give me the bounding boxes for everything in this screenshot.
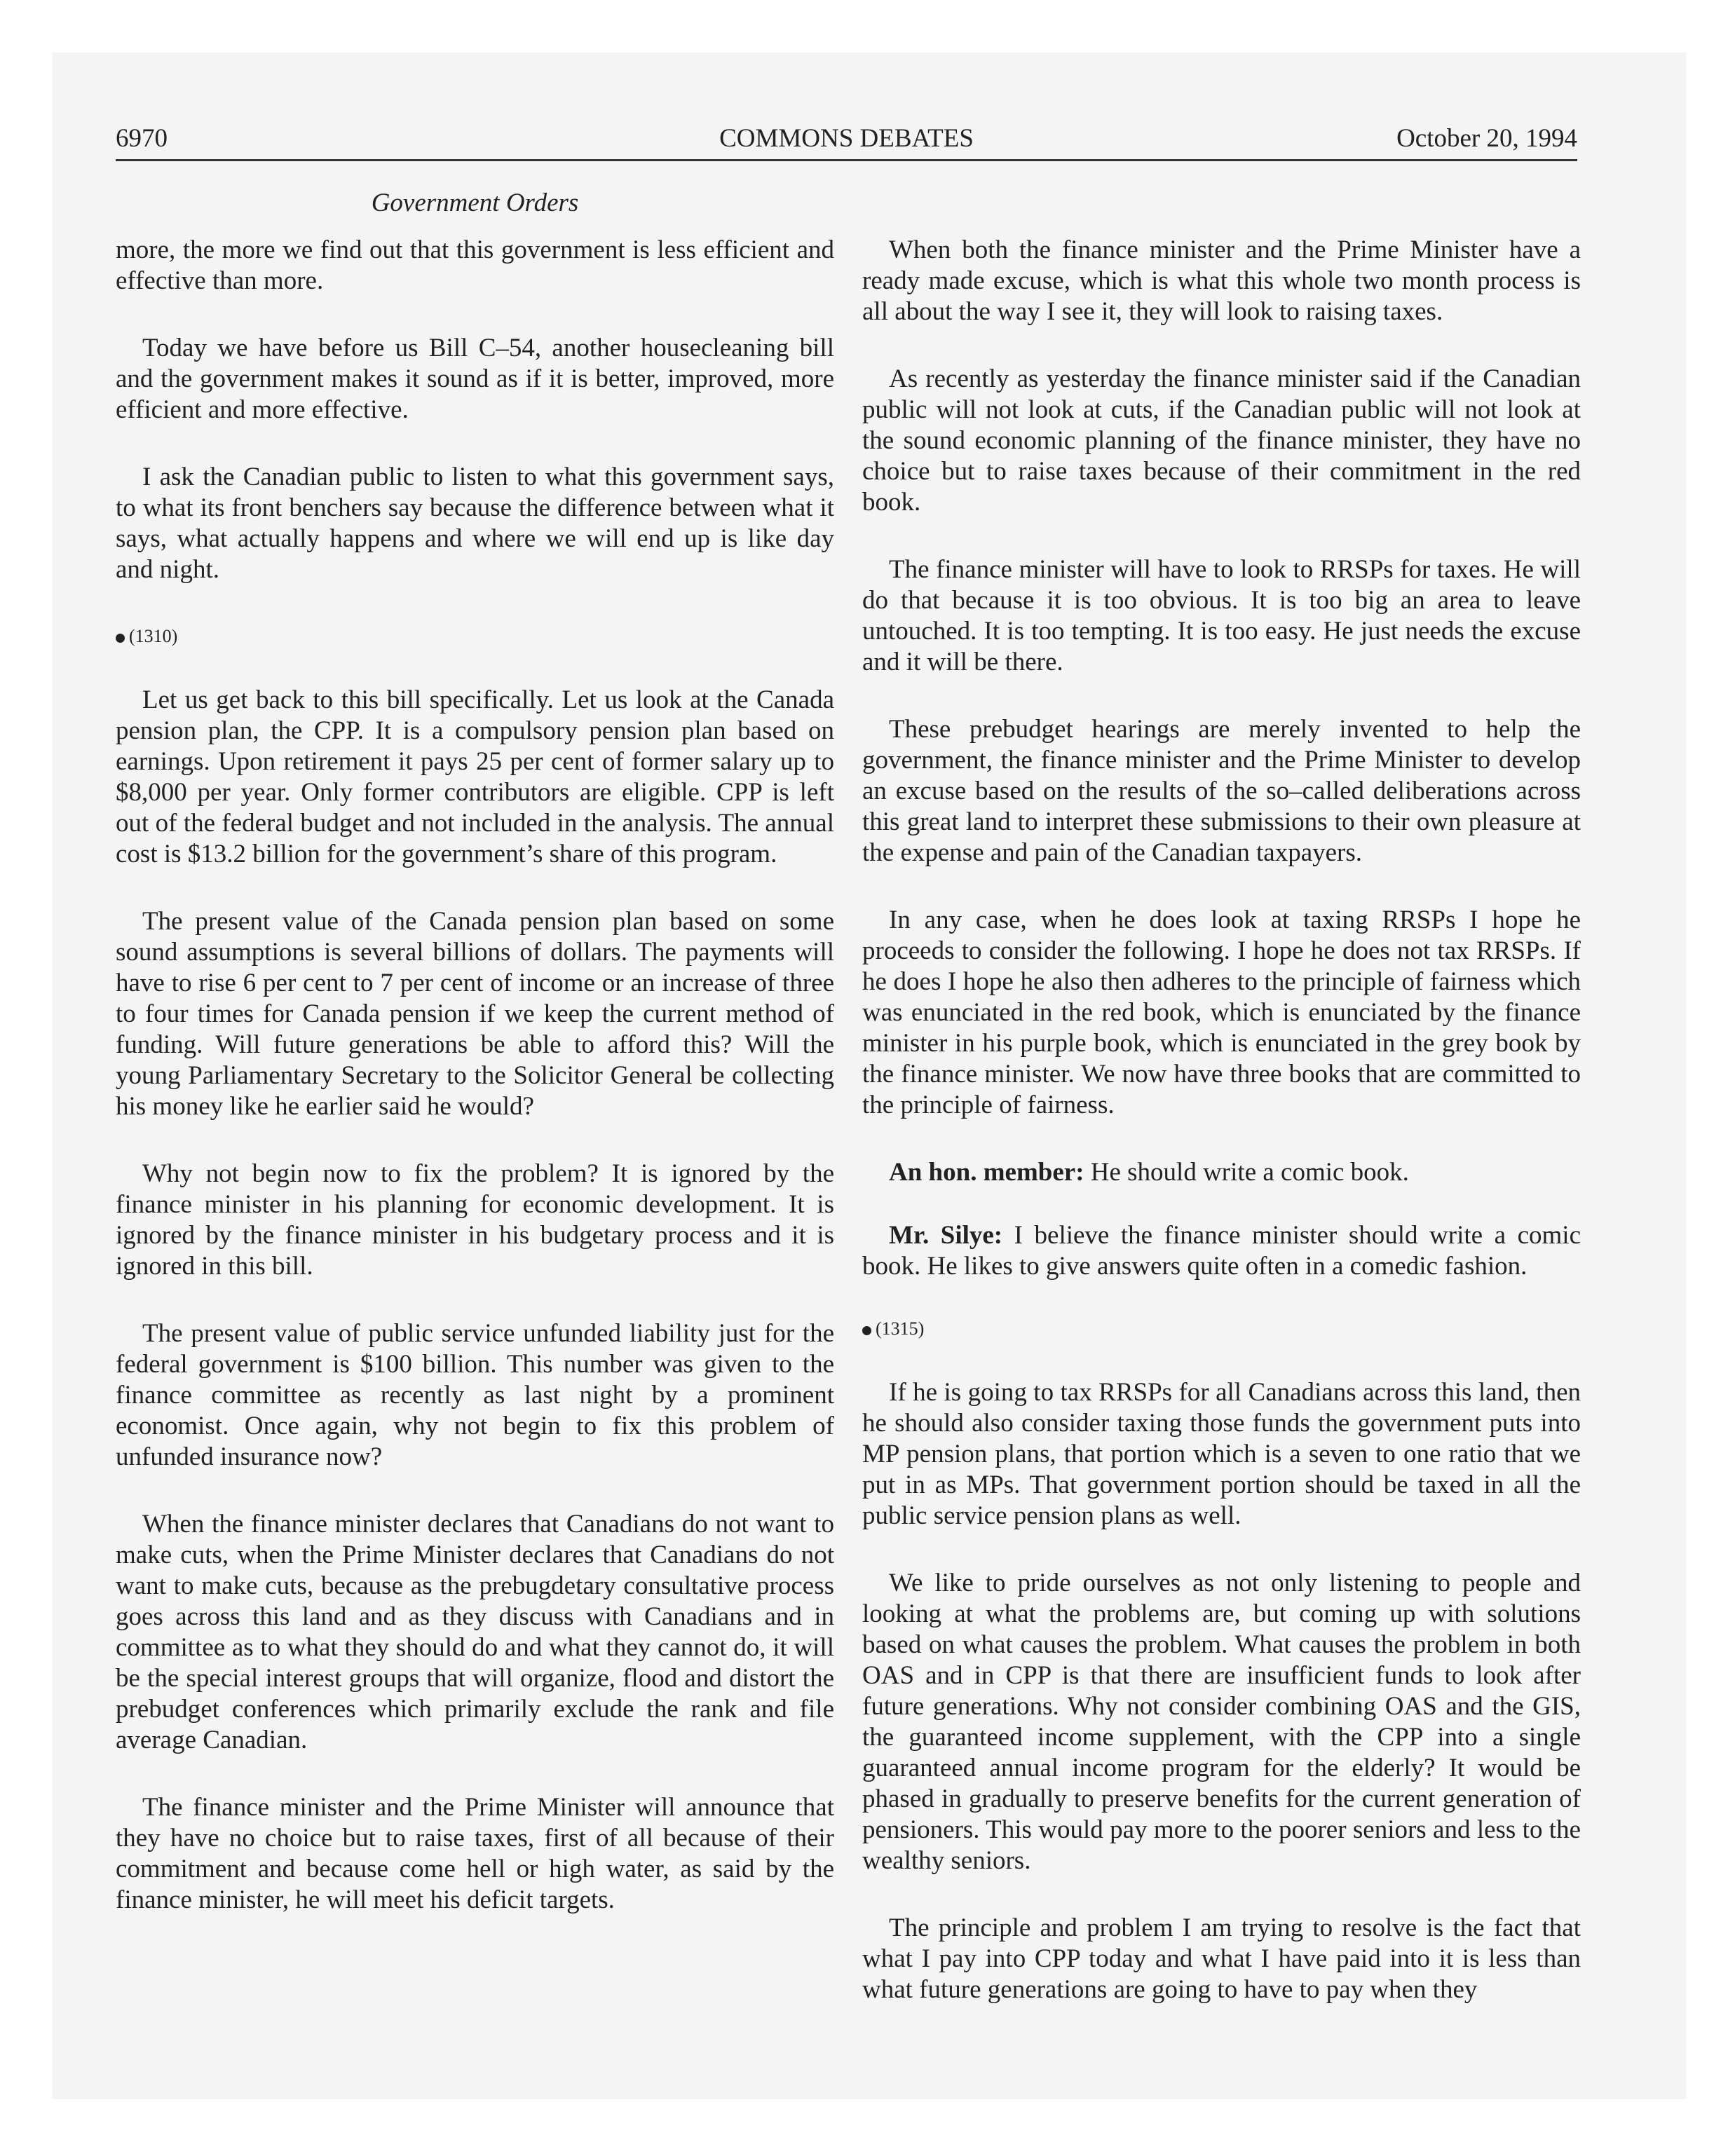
paragraph: When the finance minister declares that Canadians do not want to make cuts, when the Prime Minister declares that Canadians do not want to make cuts, because as the prebugdetary consultative process goes across this land and as they discuss with Canadians and in committee as to what they should do and what they cannot do, it will be the special interest groups that will organize, flood and distort the prebudget conferences which primarily exclude the rank and file average Canadian.: [116, 1510, 834, 1754]
paragraph: more, the more we find out that this government is less efficient and effective than more.: [116, 236, 834, 295]
speech-entry: [862, 1220, 1581, 1282]
speech-text: I believe the finance minister should write a comic book. He likes to give answers quite often in a comedic fashion.: [862, 1221, 1581, 1281]
bullet-icon: [116, 634, 125, 643]
paragraph: In any case, when he does look at taxing RRSPs I hope he proceeds to consider the following. I hope he does not tax RRSPs. If he does I hope he also then adheres to the principle of fairness which was enunciated in the red book, which is enunciated by the finance minister in his purple book, which is enunciated in the grey book by the finance minister. We now have three books that are committed to the principle of fairness.: [862, 906, 1581, 1119]
paragraph: I ask the Canadian public to listen to what this government says, to what its front benchers say because the difference between what it says, what actually happens and where we will end up is like day and night.: [116, 463, 834, 584]
paragraph: If he is going to tax RRSPs for all Canadians across this land, then he should also consider taxing those funds the government puts into MP pension plans, that portion which is a seven to one ratio that we put in as MPs. That government portion should be taxed in all the public service pension plans as well.: [862, 1378, 1581, 1530]
paragraph: Today we have before us Bill C–54, another housecleaning bill and the government makes it sound as if it is better, improved, more efficient and more effective.: [116, 334, 834, 424]
paragraph: The present value of the Canada pension plan based on some sound assumptions is several billions of dollars. The payments will have to rise 6 per cent to 7 per cent of income or an increase of three to four times for Canada pension if we keep the current method of funding. Will future generations be able to afford this? Will the young Parliamentary Secretary to the Solicitor General be collecting his money like he earlier said he would?: [116, 907, 834, 1121]
timestamp-text: (1310): [129, 626, 178, 646]
page-number: 6970: [116, 124, 168, 153]
speaker-name: An hon. member:: [889, 1158, 1084, 1187]
speech-entry: [862, 1157, 1581, 1188]
publication-title: COMMONS DEBATES: [719, 124, 974, 153]
publication-date: October 20, 1994: [1396, 124, 1577, 153]
paragraph: Why not begin now to fix the problem? It is ignored by the finance minister in his planning for economic development. It is ignored by the finance minister in his budgetary process and it is ignored in this bill.: [116, 1159, 834, 1281]
paragraph: The principle and problem I am trying to resolve is the fact that what I pay into CPP today and what I have paid into it is less than what future generations are going to have to pay when they: [862, 1913, 1581, 2004]
paragraph: The finance minister and the Prime Minister will announce that they have no choice but to raise taxes, first of all because of their commitment and because come hell or high water, as said by the finance minister, he will meet his deficit targets.: [116, 1793, 834, 1914]
timestamp-marker: [862, 1314, 1581, 1339]
right-column: [862, 235, 1581, 2042]
speech-text: He should write a comic book.: [1084, 1158, 1409, 1187]
paragraph: Let us get back to this bill specifically. Let us look at the Canada pension plan, the CPP. It is a compulsory pension plan based on earnings. Upon retirement it pays 25 per cent of former salary up to $8,000 per year. Only former contributors are eligible. CPP is left out of the federal budget and not included in the analysis. The annual cost is $13.2 billion for the government’s share of this program.: [116, 685, 834, 868]
paragraph: The present value of public service unfunded liability just for the federal government is $100 billion. This number was given to the finance committee as recently as last night by a prominent economist. Once again, why not begin to fix this problem of unfunded insurance now?: [116, 1319, 834, 1471]
page-header: [116, 116, 1577, 161]
paragraph: As recently as yesterday the finance minister said if the Canadian public will not look at cuts, if the Canadian public will not look at the sound economic planning of the finance minister, they have no choice but to raise taxes because of their commitment in the red book.: [862, 364, 1581, 517]
paragraph: These prebudget hearings are merely invented to help the government, the finance minister and the Prime Minister to develop an excuse based on the results of the so–called deliberations across this great land to interpret these submissions to their own pleasure at the expense and pain of the Canadian taxpayers.: [862, 715, 1581, 867]
speaker-name: Mr. Silye:: [889, 1221, 1003, 1250]
left-column: [116, 235, 834, 1952]
timestamp-marker: [116, 622, 834, 647]
paragraph: The finance minister will have to look to RRSPs for taxes. He will do that because it is too obvious. It is too big an area to leave untouched. It is too tempting. It is too easy. He just needs the excuse and it will be there.: [862, 555, 1581, 676]
paragraph: We like to pride ourselves as not only listening to people and looking at what the problems are, but coming up with solutions based on what causes the problem. What causes the problem in both OAS and in CPP is that there are insufficient funds to look after future generations. Why not consider combining OAS and the GIS, the guaranteed income supplement, with the CPP into a single guaranteed annual income program for the elderly? It would be phased in gradually to preserve benefits for the current generation of pensioners. This would pay more to the poorer seniors and less to the wealthy seniors.: [862, 1569, 1581, 1875]
paragraph: When both the finance minister and the Prime Minister have a ready made excuse, which is what this whole two month process is all about the way I see it, they will look to raising taxes.: [862, 236, 1581, 326]
timestamp-text: (1315): [876, 1318, 925, 1339]
bullet-icon: [862, 1326, 871, 1335]
section-title: Government Orders: [371, 189, 579, 217]
